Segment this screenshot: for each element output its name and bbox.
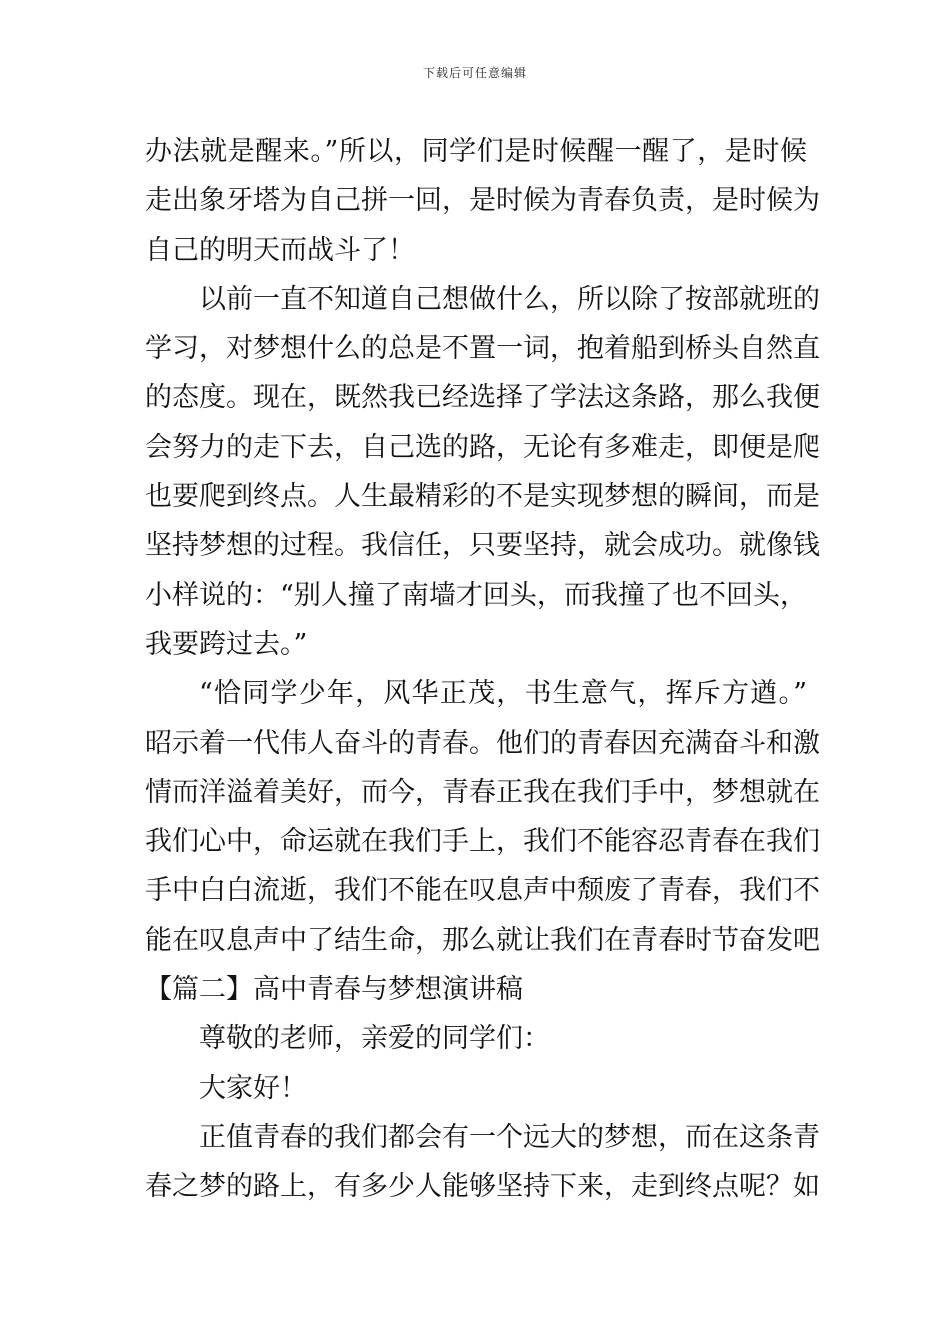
text-line: 办法就是醒来。”所以，同学们是时候醒一醒了，是时候: [145, 136, 807, 167]
text-line: 大家好！: [199, 1072, 307, 1104]
text-line: 走出象牙塔为自己拼一回，是时候为青春负责，是时候为: [145, 185, 820, 217]
document-body: [145, 127, 820, 1212]
text-line: 情而洋溢着美好，而今，青春正我在我们手中，梦想就在: [145, 776, 820, 808]
text-line: 能在叹息声中了结生命，那么就让我们在青春时节奋发吧: [145, 924, 820, 956]
text-line: 春之梦的路上，有多少人能够坚持下来，走到终点呢？如: [145, 1171, 820, 1203]
text-line: “恰同学少年，风华正茂，书生意气，挥斥方遒。”: [199, 678, 807, 710]
text-line: 的态度。现在，既然我已经选择了学法这条路，那么我便: [145, 382, 820, 414]
section-heading: 【篇二】高中青春与梦想演讲稿: [145, 974, 523, 1006]
text-line: 以前一直不知道自己想做什么，所以除了按部就班的: [199, 283, 820, 315]
text-line: 我们心中，命运就在我们手上，我们不能容忍青春在我们: [145, 826, 820, 858]
text-line: 也要爬到终点。人生最精彩的不是实现梦想的瞬间，而是: [145, 481, 820, 513]
text-line: 手中白白流逝，我们不能在叹息声中颓废了青春，我们不: [145, 875, 820, 907]
text-line: 学习，对梦想什么的总是不置一词，抱着船到桥头自然直: [145, 333, 820, 365]
text-line: 自己的明天而战斗了！: [145, 234, 415, 266]
text-line: 昭示着一代伟人奋斗的青春。他们的青春因充满奋斗和激: [145, 727, 820, 759]
text-line: 小样说的：“别人撞了南墙才回头，而我撞了也不回头，: [145, 579, 807, 611]
text-line: 尊敬的老师，亲爱的同学们：: [199, 1023, 550, 1055]
text-line: 会努力的走下去，自己选的路，无论有多难走，即便是爬: [145, 431, 820, 463]
text-line: 正值青春的我们都会有一个远大的梦想，而在这条青: [199, 1121, 820, 1153]
page-header: 下载后可任意编辑: [422, 66, 527, 80]
text-line: 我要跨过去。”: [145, 628, 308, 660]
text-line: 坚持梦想的过程。我信任，只要坚持，就会成功。就像钱: [145, 530, 820, 562]
